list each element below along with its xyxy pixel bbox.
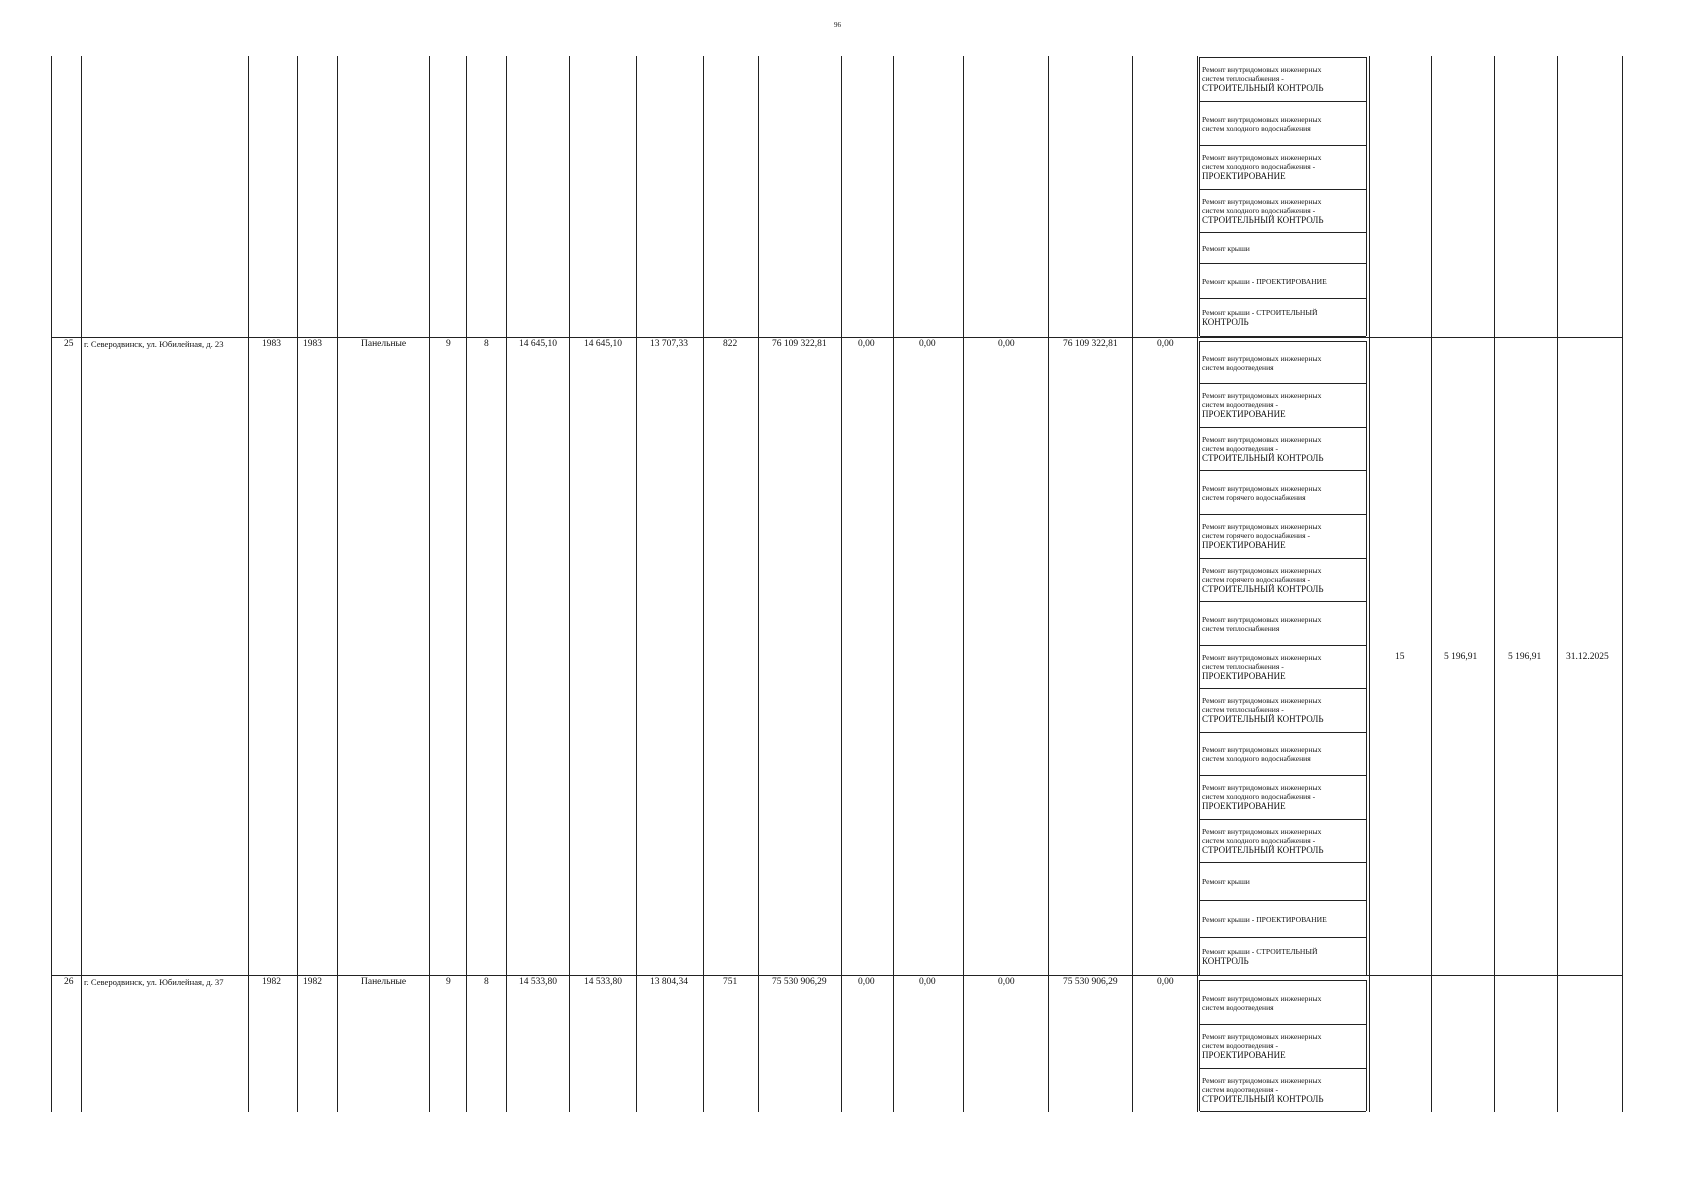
- work-item: [1200, 820, 1366, 863]
- work-item-line: Ремонт внутридомовых инженерных: [1202, 826, 1322, 836]
- column-rule: [429, 56, 430, 1112]
- work-item-line: ПРОЕКТИРОВАНИЕ: [1202, 171, 1286, 181]
- work-item-line: Ремонт крыши: [1202, 877, 1250, 886]
- work-item: [1200, 733, 1366, 776]
- work-item: [1200, 559, 1366, 602]
- fund-regional: 0,00: [919, 977, 936, 987]
- work-item: [1200, 1025, 1366, 1069]
- work-item-line: Ремонт внутридомовых инженерных: [1202, 614, 1322, 624]
- column-rule: [1369, 56, 1370, 1112]
- work-item-line: систем холодного водоснабжения: [1202, 123, 1311, 133]
- work-item-line: систем теплоснабжения -: [1202, 74, 1284, 83]
- work-item: [1200, 901, 1366, 938]
- summary-count: 15: [1395, 652, 1405, 662]
- work-item: [1200, 515, 1366, 559]
- work-item-line: ПРОЕКТИРОВАНИЕ: [1202, 801, 1286, 811]
- work-item-line: систем водоотведения -: [1202, 1084, 1279, 1094]
- column-rule: [1622, 56, 1623, 1112]
- work-item-line: ПРОЕКТИРОВАНИЕ: [1202, 540, 1286, 550]
- work-item: [1200, 689, 1366, 733]
- work-item-line: Ремонт внутридомовых инженерных: [1202, 696, 1322, 705]
- work-item-line: систем горячего водоснабжения -: [1202, 574, 1311, 584]
- work-item-line: систем горячего водоснабжения -: [1202, 531, 1311, 540]
- fund-federal: 0,00: [858, 977, 875, 987]
- work-item-line: ПРОЕКТИРОВАНИЕ: [1202, 670, 1286, 681]
- column-rule: [81, 56, 82, 1112]
- work-item-line: систем теплоснабжения -: [1202, 705, 1284, 714]
- work-item-line: систем водоотведения -: [1202, 1041, 1279, 1050]
- work-item-line: КОНТРОЛЬ: [1202, 316, 1249, 327]
- work-item-line: систем холодного водоснабжения: [1202, 754, 1311, 763]
- work-item-line: Ремонт внутридомовых инженерных: [1202, 1032, 1322, 1041]
- work-item-line: систем холодного водоснабжения -: [1202, 835, 1316, 845]
- work-item: [1200, 471, 1366, 515]
- work-item: [1200, 190, 1366, 233]
- work-item-line: ПРОЕКТИРОВАНИЕ: [1202, 409, 1286, 419]
- work-item: [1200, 58, 1366, 102]
- floors: 9: [446, 339, 451, 349]
- residents: 751: [723, 977, 738, 987]
- work-item-line: СТРОИТЕЛЬНЫЙ КОНТРОЛЬ: [1202, 844, 1324, 855]
- work-item-line: Ремонт внутридомовых инженерных: [1202, 114, 1322, 124]
- work-item-line: Ремонт внутридомовых инженерных: [1202, 745, 1322, 754]
- work-item-line: СТРОИТЕЛЬНЫЙ КОНТРОЛЬ: [1202, 214, 1324, 225]
- work-item-line: Ремонт внутридомовых инженерных: [1202, 652, 1322, 662]
- work-item-line: Ремонт крыши: [1202, 243, 1250, 253]
- work-item: [1200, 1069, 1366, 1112]
- work-item-line: Ремонт внутридомовых инженерных: [1202, 993, 1322, 1003]
- summary-unit-cost: 5 196,91: [1444, 652, 1478, 662]
- work-item-line: Ремонт внутридомовых инженерных: [1202, 483, 1322, 493]
- fund-owners: 76 109 322,81: [1063, 339, 1118, 349]
- work-item-line: систем теплоснабжения: [1202, 623, 1280, 633]
- work-item-line: систем водоотведения: [1202, 362, 1274, 372]
- year-built: 1982: [262, 977, 281, 987]
- work-item-line: СТРОИТЕЛЬНЫЙ КОНТРОЛЬ: [1202, 452, 1324, 463]
- work-item-line: Ремонт внутридомовых инженерных: [1202, 196, 1322, 206]
- work-item: [1200, 981, 1366, 1025]
- work-item-line: Ремонт крыши - СТРОИТЕЛЬНЫЙ: [1202, 307, 1318, 317]
- row-rule: [51, 337, 1623, 338]
- work-item-line: Ремонт внутридомовых инженерных: [1202, 353, 1322, 363]
- work-item-line: систем холодного водоснабжения -: [1202, 792, 1316, 801]
- column-rule: [297, 56, 298, 1112]
- column-rule: [1431, 56, 1432, 1112]
- column-rule: [337, 56, 338, 1112]
- area-residential: 13 707,33: [650, 339, 688, 349]
- cost-total: 76 109 322,81: [772, 339, 827, 349]
- work-item-line: систем теплоснабжения -: [1202, 661, 1284, 671]
- work-item: [1200, 342, 1366, 384]
- work-item: [1200, 233, 1366, 264]
- column-rule: [963, 56, 964, 1112]
- work-item-line: Ремонт крыши - ПРОЕКТИРОВАНИЕ: [1202, 276, 1327, 286]
- work-list-previous: [1199, 57, 1367, 336]
- column-rule: [569, 56, 570, 1112]
- column-rule: [506, 56, 507, 1112]
- column-rule: [1557, 56, 1558, 1112]
- summary-max-cost: 5 196,91: [1508, 652, 1542, 662]
- work-item-line: ПРОЕКТИРОВАНИЕ: [1202, 1050, 1286, 1060]
- work-item: [1200, 428, 1366, 471]
- row-number: 25: [64, 339, 74, 349]
- work-item-line: Ремонт внутридомовых инженерных: [1202, 565, 1322, 575]
- work-list-row-25: [1199, 341, 1367, 975]
- column-rule: [1197, 56, 1198, 1112]
- work-item: [1200, 776, 1366, 820]
- row-rule: [51, 975, 1623, 976]
- column-rule: [893, 56, 894, 1112]
- year-commissioned: 1982: [303, 977, 322, 987]
- entrances: 8: [484, 339, 489, 349]
- column-rule: [248, 56, 249, 1112]
- work-item-line: Ремонт внутридомовых инженерных: [1202, 391, 1322, 400]
- row-number: 26: [64, 977, 74, 987]
- fund-federal: 0,00: [858, 339, 875, 349]
- work-item: [1200, 384, 1366, 428]
- work-item-line: систем водоотведения -: [1202, 443, 1279, 453]
- work-item-line: Ремонт внутридомовых инженерных: [1202, 65, 1322, 74]
- fund-local: 0,00: [998, 977, 1015, 987]
- work-item-line: Ремонт крыши - ПРОЕКТИРОВАНИЕ: [1202, 914, 1327, 924]
- work-item-line: СТРОИТЕЛЬНЫЙ КОНТРОЛЬ: [1202, 714, 1324, 724]
- work-item-line: Ремонт внутридомовых инженерных: [1202, 153, 1322, 162]
- work-item: [1200, 299, 1366, 337]
- work-item-line: систем водоотведения: [1202, 1002, 1274, 1012]
- wall-material: Панельные: [361, 977, 407, 987]
- floors: 9: [446, 977, 451, 987]
- work-item: [1200, 646, 1366, 689]
- row-address: г. Северодвинск, ул. Юбилейная, д. 37: [84, 977, 224, 987]
- work-item-line: СТРОИТЕЛЬНЫЙ КОНТРОЛЬ: [1202, 1093, 1324, 1104]
- area-all-premises: 14 645,10: [584, 339, 622, 349]
- work-item-line: систем холодного водоснабжения -: [1202, 205, 1316, 215]
- year-commissioned: 1983: [303, 339, 322, 349]
- area-all-premises: 14 533,80: [584, 977, 622, 987]
- column-rule: [51, 56, 52, 1112]
- work-item: [1200, 863, 1366, 901]
- work-item-line: КОНТРОЛЬ: [1202, 955, 1249, 966]
- work-item-line: Ремонт внутридомовых инженерных: [1202, 1075, 1322, 1085]
- work-item-line: Ремонт внутридомовых инженерных: [1202, 522, 1322, 531]
- summary-deadline: 31.12.2025: [1566, 652, 1609, 662]
- area-residential: 13 804,34: [650, 977, 688, 987]
- work-item: [1200, 938, 1366, 976]
- page-number: 96: [834, 21, 841, 29]
- fund-other: 0,00: [1157, 339, 1174, 349]
- column-rule: [1132, 56, 1133, 1112]
- work-item: [1200, 102, 1366, 146]
- column-rule: [841, 56, 842, 1112]
- work-item-line: Ремонт внутридомовых инженерных: [1202, 783, 1322, 792]
- column-rule: [1494, 56, 1495, 1112]
- year-built: 1983: [262, 339, 281, 349]
- work-item-line: СТРОИТЕЛЬНЫЙ КОНТРОЛЬ: [1202, 583, 1324, 594]
- cost-total: 75 530 906,29: [772, 977, 827, 987]
- work-item: [1200, 602, 1366, 646]
- entrances: 8: [484, 977, 489, 987]
- work-item-line: систем холодного водоснабжения -: [1202, 162, 1316, 171]
- work-item: [1200, 264, 1366, 299]
- fund-regional: 0,00: [919, 339, 936, 349]
- total-area: 14 533,80: [519, 977, 557, 987]
- work-item: [1200, 146, 1366, 190]
- row-address: г. Северодвинск, ул. Юбилейная, д. 23: [84, 339, 224, 349]
- column-rule: [466, 56, 467, 1112]
- fund-owners: 75 530 906,29: [1063, 977, 1118, 987]
- total-area: 14 645,10: [519, 339, 557, 349]
- fund-other: 0,00: [1157, 977, 1174, 987]
- work-item-line: СТРОИТЕЛЬНЫЙ КОНТРОЛЬ: [1202, 83, 1324, 93]
- work-item-line: Ремонт крыши - СТРОИТЕЛЬНЫЙ: [1202, 946, 1318, 956]
- column-rule: [636, 56, 637, 1112]
- work-item-line: Ремонт внутридомовых инженерных: [1202, 434, 1322, 444]
- work-item-line: систем водоотведения -: [1202, 400, 1279, 409]
- column-rule: [758, 56, 759, 1112]
- wall-material: Панельные: [361, 339, 407, 349]
- work-list-row-26: [1199, 980, 1367, 1111]
- work-item-line: систем горячего водоснабжения: [1202, 492, 1306, 502]
- column-rule: [703, 56, 704, 1112]
- fund-local: 0,00: [998, 339, 1015, 349]
- residents: 822: [723, 339, 738, 349]
- column-rule: [1048, 56, 1049, 1112]
